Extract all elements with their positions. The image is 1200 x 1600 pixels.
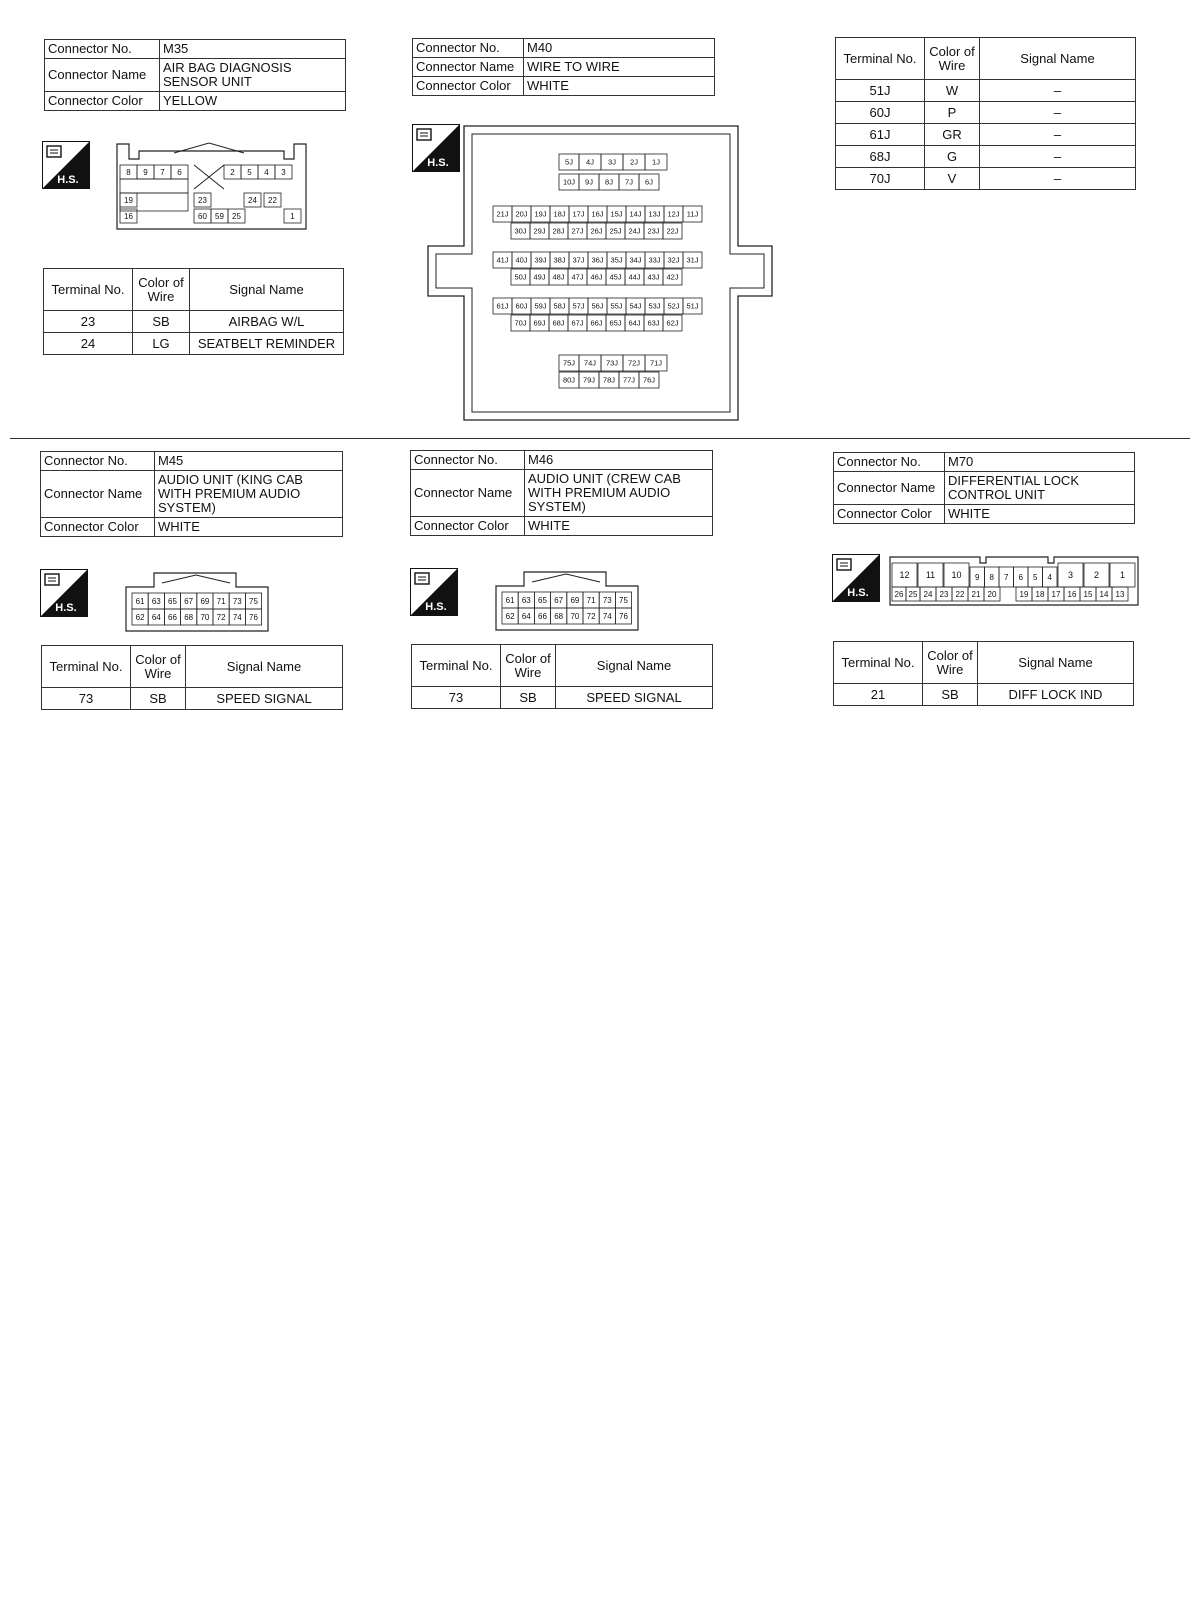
pin-label: 62J bbox=[666, 318, 679, 328]
pin-label: 15 bbox=[1083, 589, 1093, 599]
label-connector-color: Connector Color bbox=[45, 92, 160, 111]
pin-label: 57J bbox=[572, 301, 585, 311]
pin-label: 15J bbox=[610, 209, 623, 219]
header-terminal-no: Terminal No. bbox=[836, 38, 925, 80]
pin-label: 74J bbox=[583, 358, 597, 368]
pin-label: 54J bbox=[629, 301, 642, 311]
pin-label: 3 bbox=[281, 167, 286, 177]
pin-label: 32J bbox=[667, 255, 680, 265]
connector-color-value: WHITE bbox=[155, 518, 343, 537]
pin-label: 76 bbox=[619, 611, 628, 621]
table-row bbox=[836, 168, 1136, 190]
header-wire-color: Color of Wire bbox=[131, 646, 186, 688]
pin-label: 3J bbox=[608, 157, 616, 167]
pin-label: 65 bbox=[538, 595, 547, 605]
signal-name: – bbox=[980, 102, 1136, 124]
pin-label: 19 bbox=[124, 195, 133, 205]
connector-info-m70 bbox=[833, 452, 1135, 524]
connector-face-m40 bbox=[426, 124, 774, 422]
connector-info-m35 bbox=[44, 39, 346, 111]
wire-color: GR bbox=[925, 124, 980, 146]
connector-no-value: M40 bbox=[524, 39, 715, 58]
pin-label: 75 bbox=[619, 595, 628, 605]
header-wire-color: Color of Wire bbox=[501, 645, 556, 687]
pin-label: 9J bbox=[585, 177, 593, 187]
pin-label: 4 bbox=[264, 167, 269, 177]
pin-label: 70 bbox=[570, 611, 580, 621]
pin-label: 59J bbox=[534, 301, 547, 311]
connector-no-value: M70 bbox=[945, 453, 1135, 472]
pin-label: 61 bbox=[135, 596, 145, 606]
connector-no-value: M35 bbox=[160, 40, 346, 59]
pin-label: 25J bbox=[609, 226, 622, 236]
hs-label: H.S. bbox=[847, 587, 869, 599]
connector-color-value: WHITE bbox=[945, 505, 1135, 524]
pin-label: 63 bbox=[151, 596, 161, 606]
pin-label: 7J bbox=[625, 177, 633, 187]
wire-color: G bbox=[925, 146, 980, 168]
pin-label: 22 bbox=[955, 589, 965, 599]
pin-label: 47J bbox=[571, 272, 584, 282]
connector-info-m40 bbox=[412, 38, 715, 96]
terminal-no: 23 bbox=[44, 311, 133, 333]
pin-label: 73 bbox=[232, 596, 242, 606]
pin-label: 18 bbox=[1035, 589, 1045, 599]
pin-label: 49J bbox=[533, 272, 546, 282]
signal-name: SEATBELT REMINDER bbox=[190, 333, 344, 355]
pin-label: 70J bbox=[514, 318, 527, 328]
pin-label: 60 bbox=[198, 211, 207, 221]
pin-label: 8 bbox=[989, 572, 994, 582]
pin-label: 66J bbox=[590, 318, 603, 328]
pin-label: 80J bbox=[562, 375, 576, 385]
pin-label: 45J bbox=[609, 272, 622, 282]
hs-label: H.S. bbox=[57, 174, 79, 186]
pin-label: 66 bbox=[538, 611, 547, 621]
connector-info-m45 bbox=[40, 451, 343, 537]
pin-label: 73J bbox=[605, 358, 619, 368]
terminal-table-m46 bbox=[411, 644, 713, 709]
terminal-no: 61J bbox=[836, 124, 925, 146]
signal-name: – bbox=[980, 80, 1136, 102]
pin-label: 21 bbox=[971, 589, 981, 599]
label-connector-color: Connector Color bbox=[834, 505, 945, 524]
pin-label: 71 bbox=[586, 595, 596, 605]
pin-label: 6 bbox=[1018, 572, 1023, 582]
pin-label: 58J bbox=[553, 301, 566, 311]
wire-color: SB bbox=[501, 687, 556, 709]
pin-label: 14J bbox=[629, 209, 642, 219]
pin-label: 17J bbox=[572, 209, 585, 219]
pin-label: 9 bbox=[975, 572, 980, 582]
hs-label: H.S. bbox=[425, 601, 447, 613]
pin-label: 8 bbox=[126, 167, 131, 177]
pin-label: 70 bbox=[200, 612, 210, 622]
pin-label: 69 bbox=[200, 596, 210, 606]
pin-label: 11 bbox=[925, 570, 936, 581]
pin-label: 68 bbox=[184, 612, 194, 622]
table-row bbox=[836, 146, 1136, 168]
pin-label: 69J bbox=[533, 318, 546, 328]
terminal-table-m70 bbox=[833, 641, 1134, 706]
pin-label: 24J bbox=[628, 226, 641, 236]
header-wire-color: Color of Wire bbox=[925, 38, 980, 80]
wire-color: SB bbox=[923, 684, 978, 706]
connector-no-value: M46 bbox=[525, 451, 713, 470]
table-row bbox=[44, 333, 344, 355]
connector-face-m45 bbox=[124, 571, 270, 633]
pin-label: 7 bbox=[160, 167, 165, 177]
pin-label: 51J bbox=[686, 301, 699, 311]
label-connector-name: Connector Name bbox=[41, 471, 155, 518]
header-signal-name: Signal Name bbox=[978, 642, 1134, 684]
pin-label: 24 bbox=[248, 195, 257, 205]
pin-label: 39J bbox=[534, 255, 547, 265]
pin-label: 13 bbox=[1115, 589, 1125, 599]
pin-label: 61J bbox=[496, 301, 509, 311]
pin-label: 16J bbox=[591, 209, 604, 219]
pin-label: 26 bbox=[894, 589, 904, 599]
pin-label: 76J bbox=[642, 375, 656, 385]
pin-label: 66 bbox=[168, 612, 177, 622]
pin-label: 41J bbox=[496, 255, 509, 265]
pin-label: 6 bbox=[177, 167, 182, 177]
pin-label: 26J bbox=[590, 226, 603, 236]
pin-label: 23 bbox=[939, 589, 949, 599]
terminal-no: 73 bbox=[42, 688, 131, 710]
pin-label: 67 bbox=[554, 595, 564, 605]
pin-label: 25 bbox=[908, 589, 918, 599]
pin-label: 74 bbox=[602, 611, 612, 621]
pin-label: 43J bbox=[647, 272, 660, 282]
header-signal-name: Signal Name bbox=[556, 645, 713, 687]
pin-label: 61 bbox=[505, 595, 515, 605]
pin-label: 13J bbox=[648, 209, 661, 219]
label-connector-no: Connector No. bbox=[834, 453, 945, 472]
pin-label: 3 bbox=[1067, 570, 1074, 581]
pin-label: 8J bbox=[605, 177, 613, 187]
signal-name: SPEED SIGNAL bbox=[556, 687, 713, 709]
pin-label: 38J bbox=[553, 255, 566, 265]
table-row bbox=[834, 684, 1134, 706]
pin-label: 35J bbox=[610, 255, 623, 265]
pin-label: 22 bbox=[268, 195, 277, 205]
pin-label: 22J bbox=[666, 226, 679, 236]
pin-label: 42J bbox=[666, 272, 679, 282]
pin-label: 2J bbox=[630, 157, 638, 167]
pin-label: 68 bbox=[554, 611, 564, 621]
pin-label: 33J bbox=[648, 255, 661, 265]
connector-name-value: DIFFERENTIAL LOCK CONTROL UNIT bbox=[945, 472, 1135, 505]
pin-label: 5 bbox=[247, 167, 252, 177]
pin-label: 5J bbox=[565, 157, 573, 167]
header-signal-name: Signal Name bbox=[190, 269, 344, 311]
pin-label: 40J bbox=[515, 255, 528, 265]
header-terminal-no: Terminal No. bbox=[834, 642, 923, 684]
pin-label: 7 bbox=[1004, 572, 1009, 582]
signal-name: – bbox=[980, 124, 1136, 146]
pin-label: 64 bbox=[151, 612, 161, 622]
connector-name-value: AUDIO UNIT (KING CAB WITH PREMIUM AUDIO SYSTEM) bbox=[155, 471, 343, 518]
pin-label: 28J bbox=[552, 226, 565, 236]
header-wire-color: Color of Wire bbox=[923, 642, 978, 684]
pin-label: 20J bbox=[515, 209, 528, 219]
connector-name-value: AUDIO UNIT (CREW CAB WITH PREMIUM AUDIO SYSTEM) bbox=[525, 470, 713, 517]
pin-label: 12J bbox=[667, 209, 680, 219]
label-connector-color: Connector Color bbox=[41, 518, 155, 537]
label-connector-no: Connector No. bbox=[41, 452, 155, 471]
pin-label: 44J bbox=[628, 272, 641, 282]
pin-label: 9 bbox=[143, 167, 148, 177]
pin-label: 25 bbox=[232, 211, 241, 221]
label-connector-no: Connector No. bbox=[413, 39, 524, 58]
pin-label: 19 bbox=[1019, 589, 1029, 599]
pin-label: 23J bbox=[647, 226, 660, 236]
pin-label: 1J bbox=[652, 157, 660, 167]
label-connector-name: Connector Name bbox=[411, 470, 525, 517]
table-row bbox=[836, 80, 1136, 102]
pin-label: 77J bbox=[622, 375, 636, 385]
terminal-table-m45 bbox=[41, 645, 343, 710]
terminal-no: 24 bbox=[44, 333, 133, 355]
pin-label: 75 bbox=[249, 596, 258, 606]
connector-info-m46 bbox=[410, 450, 713, 536]
section-divider bbox=[10, 438, 1190, 439]
pin-label: 74 bbox=[232, 612, 242, 622]
pin-label: 34J bbox=[629, 255, 642, 265]
wire-color: V bbox=[925, 168, 980, 190]
pin-label: 21J bbox=[496, 209, 509, 219]
connector-color-value: WHITE bbox=[525, 517, 713, 536]
pin-cell bbox=[120, 179, 188, 193]
pin-label: 17 bbox=[1051, 589, 1061, 599]
hs-label: H.S. bbox=[55, 602, 77, 614]
pin-label: 72 bbox=[586, 611, 596, 621]
pin-label: 14 bbox=[1099, 589, 1109, 599]
signal-name: SPEED SIGNAL bbox=[186, 688, 343, 710]
hs-icon bbox=[40, 569, 88, 617]
pin-label: 67J bbox=[571, 318, 584, 328]
pin-label: 62 bbox=[135, 612, 145, 622]
pin-label: 62 bbox=[505, 611, 515, 621]
signal-name: DIFF LOCK IND bbox=[978, 684, 1134, 706]
terminal-no: 60J bbox=[836, 102, 925, 124]
wire-color: P bbox=[925, 102, 980, 124]
pin-label: 69 bbox=[570, 595, 580, 605]
pin-label: 20 bbox=[987, 589, 997, 599]
header-wire-color: Color of Wire bbox=[133, 269, 190, 311]
pin-label: 48J bbox=[552, 272, 565, 282]
pin-label: 60J bbox=[515, 301, 528, 311]
pin-label: 64 bbox=[521, 611, 531, 621]
pin-label: 6J bbox=[645, 177, 653, 187]
connector-face-m70 bbox=[888, 555, 1140, 607]
connector-face-m46 bbox=[494, 570, 640, 632]
label-connector-no: Connector No. bbox=[45, 40, 160, 59]
hs-icon bbox=[410, 568, 458, 616]
pin-label: 64J bbox=[628, 318, 641, 328]
terminal-no: 51J bbox=[836, 80, 925, 102]
pin-label: 29J bbox=[533, 226, 546, 236]
header-terminal-no: Terminal No. bbox=[412, 645, 501, 687]
connector-no-value: M45 bbox=[155, 452, 343, 471]
pin-label: 1 bbox=[290, 211, 295, 221]
pin-label: 10 bbox=[951, 570, 962, 581]
hs-icon bbox=[42, 141, 90, 189]
pin-label: 2 bbox=[230, 167, 235, 177]
pin-label: 4J bbox=[586, 157, 594, 167]
connector-name-value: AIR BAG DIAGNOSIS SENSOR UNIT bbox=[160, 59, 346, 92]
pin-label: 18J bbox=[553, 209, 566, 219]
pin-label: 16 bbox=[1067, 589, 1077, 599]
pin-label: 63J bbox=[647, 318, 660, 328]
label-connector-color: Connector Color bbox=[411, 517, 525, 536]
terminal-no: 70J bbox=[836, 168, 925, 190]
wire-color: SB bbox=[131, 688, 186, 710]
pin-label: 5 bbox=[1033, 572, 1038, 582]
table-row bbox=[44, 311, 344, 333]
pin-label: 78J bbox=[602, 375, 616, 385]
pin-label: 59 bbox=[215, 211, 224, 221]
label-connector-name: Connector Name bbox=[45, 59, 160, 92]
label-connector-name: Connector Name bbox=[413, 58, 524, 77]
pin-label: 76 bbox=[249, 612, 258, 622]
pin-label: 72 bbox=[216, 612, 226, 622]
hs-icon bbox=[832, 554, 880, 602]
table-row bbox=[42, 688, 343, 710]
connector-name-value: WIRE TO WIRE bbox=[524, 58, 715, 77]
pin-label: 46J bbox=[590, 272, 603, 282]
label-connector-name: Connector Name bbox=[834, 472, 945, 505]
terminal-no: 73 bbox=[412, 687, 501, 709]
connector-face-m35 bbox=[114, 139, 309, 231]
pin-label: 71J bbox=[649, 358, 663, 368]
signal-name: – bbox=[980, 146, 1136, 168]
pin-label: 71 bbox=[216, 596, 226, 606]
pin-label: 65J bbox=[609, 318, 622, 328]
pin-label: 27J bbox=[571, 226, 584, 236]
connector-color-value: WHITE bbox=[524, 77, 715, 96]
pin-label: 52J bbox=[667, 301, 680, 311]
label-connector-color: Connector Color bbox=[413, 77, 524, 96]
pin-label: 23 bbox=[198, 195, 207, 205]
pin-label: 67 bbox=[184, 596, 194, 606]
pin-label: 56J bbox=[591, 301, 604, 311]
label-connector-no: Connector No. bbox=[411, 451, 525, 470]
pin-label: 12 bbox=[899, 570, 910, 581]
pin-label: 68J bbox=[552, 318, 565, 328]
signal-name: – bbox=[980, 168, 1136, 190]
table-row bbox=[836, 102, 1136, 124]
pin-label: 73 bbox=[602, 595, 612, 605]
connector-color-value: YELLOW bbox=[160, 92, 346, 111]
pin-label: 55J bbox=[610, 301, 623, 311]
header-signal-name: Signal Name bbox=[186, 646, 343, 688]
hs-label: H.S. bbox=[427, 157, 449, 169]
terminal-no: 21 bbox=[834, 684, 923, 706]
table-row bbox=[836, 124, 1136, 146]
wire-color: LG bbox=[133, 333, 190, 355]
terminal-table-m40 bbox=[835, 37, 1136, 190]
pin-label: 30J bbox=[514, 226, 527, 236]
pin-label: 11J bbox=[686, 209, 699, 219]
pin-label: 4 bbox=[1047, 572, 1052, 582]
header-terminal-no: Terminal No. bbox=[42, 646, 131, 688]
signal-name: AIRBAG W/L bbox=[190, 311, 344, 333]
wire-color: SB bbox=[133, 311, 190, 333]
pin-label: 37J bbox=[572, 255, 585, 265]
pin-label: 19J bbox=[534, 209, 547, 219]
pin-label: 36J bbox=[591, 255, 604, 265]
pin-label: 16 bbox=[124, 211, 133, 221]
header-terminal-no: Terminal No. bbox=[44, 269, 133, 311]
pin-label: 50J bbox=[514, 272, 527, 282]
pin-label: 2 bbox=[1093, 570, 1100, 581]
pin-label: 65 bbox=[168, 596, 177, 606]
pin-label: 24 bbox=[923, 589, 933, 599]
header-signal-name: Signal Name bbox=[980, 38, 1136, 80]
terminal-no: 68J bbox=[836, 146, 925, 168]
pin-label: 10J bbox=[562, 177, 576, 187]
pin-label: 75J bbox=[562, 358, 576, 368]
pin-label: 63 bbox=[521, 595, 531, 605]
terminal-table-m35 bbox=[43, 268, 344, 355]
pin-label: 31J bbox=[686, 255, 699, 265]
wire-color: W bbox=[925, 80, 980, 102]
pin-label: 79J bbox=[582, 375, 596, 385]
table-row bbox=[412, 687, 713, 709]
pin-label: 53J bbox=[648, 301, 661, 311]
pin-label: 1 bbox=[1119, 570, 1126, 581]
pin-label: 72J bbox=[627, 358, 641, 368]
